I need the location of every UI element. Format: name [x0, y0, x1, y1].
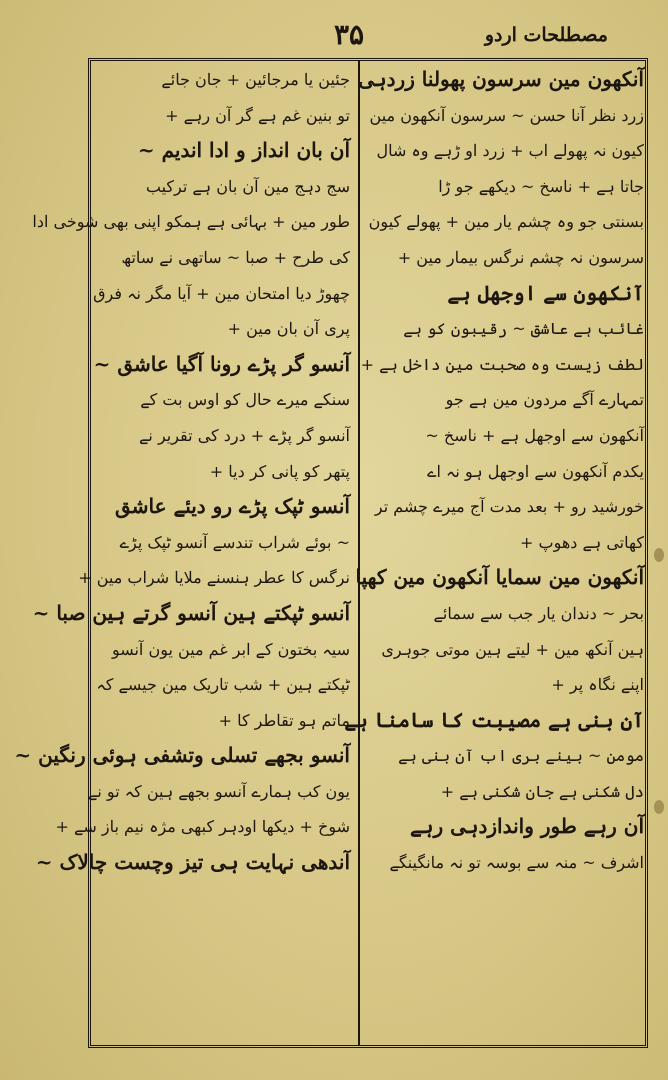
right-column-text-line: کھاتی ہے دھوپ +	[520, 532, 644, 552]
running-head	[90, 18, 608, 54]
left-column-text-line: کی طرح + صبا ~ ساتھی نے ساتھ	[121, 247, 350, 267]
right-column-text-line: یکدم آنکھون سے اوجھل ہو نہ اے	[427, 461, 644, 481]
right-column-text-line: غائب ہے عاشق ~ رقیبون کو ہے	[403, 319, 644, 339]
right-column-text-line: بحر ~ دندان یار جب سے سمائے	[433, 603, 644, 623]
left-column-text-line: طور مین + بہائی ہے ہمکو اپنی بھی شوخی ادا	[32, 212, 350, 232]
left-column-text-line: یون کب ہمارے آنسو بجھے ہین کہ تو نے	[88, 781, 350, 801]
left-column-text-line: جئین یا مرجائین + جان جائے	[161, 70, 350, 89]
left-column-entry-heading: آن بان انداز و ادا اندیم ~	[137, 138, 350, 163]
left-column-text-line: سنکے میرے حال کو اوس بت کے	[140, 390, 350, 410]
left-column-text-line: ماتم ہو تقاطر کا +	[218, 710, 350, 730]
left-column-entry-heading: آنسو گر پڑے رونا آگیا عاشق ~	[93, 351, 350, 376]
running-title: مصطلحات اردو	[484, 24, 608, 46]
left-column-text-line: شوخ + دیکھا اودہر کبھی مژہ نیم باز سے +	[55, 817, 350, 837]
left-column-text-line: آنسو گر پڑے + درد کی تقریر نے	[139, 425, 350, 445]
right-column-text-line: سرسون نہ چشم نرگس بیمار مین +	[397, 247, 644, 267]
left-column-text-line: سج دہج مین آن بان ہے ترکیب	[145, 176, 350, 196]
left-column	[14, 62, 350, 1044]
right-column-text-line: آنکھون سے اوجھل ہے + ناسخ ~	[425, 425, 644, 445]
right-column-text-line: اپنے نگاہ پر +	[551, 675, 644, 695]
page-number: ۳۵	[333, 18, 365, 51]
right-column-text-line: خورشید رو + بعد مدت آج میرے چشم تر	[374, 497, 644, 517]
column-divider	[358, 60, 360, 1046]
left-column-text-line: پری آن بان مین +	[227, 319, 350, 339]
right-column-text-line: بسنتی جو وہ چشم یار مین + پھولے کیون	[368, 212, 644, 232]
binding-mark	[654, 800, 664, 814]
left-column-entry-heading: آنسو ٹپکتے ہین آنسو گرتے ہین صبا ~	[32, 600, 350, 625]
right-column	[344, 62, 644, 1044]
left-column-text-line: سیہ بختون کے ابر غم مین یون آنسو	[111, 639, 350, 659]
left-column-text-line: چھوڑ دیا امتحان مین + آیا مگر نہ فرق	[93, 283, 350, 303]
right-column-text-line: لطف زیست وہ صحبت مین داخل ہے +	[360, 354, 644, 374]
left-column-text-line: پتھر کو پانی کر دیا +	[209, 461, 350, 481]
right-column-entry-heading: آنکھون سے اوجھل ہے	[447, 280, 644, 305]
right-column-text-line: مومن ~ بینے بری اب آن بنی ہے	[398, 746, 644, 766]
right-column-entry-heading: آنکھون مین سمایا آنکھون مین کھپا	[355, 565, 644, 590]
right-column-text-line: کیون نہ پھولے اب + زرد او ڑہے وہ شال	[376, 141, 644, 161]
binding-mark	[654, 548, 664, 562]
right-column-text-line: اشرف ~ منہ سے بوسہ تو نہ مانگینگے	[389, 853, 644, 873]
right-column-text-line: ہین آنکھ مین + لیتے ہین موتی جوہری	[381, 639, 644, 659]
left-column-text-line: نرگس کا عطر ہنسنے ملایا شراب مین +	[78, 568, 350, 588]
right-column-entry-heading: آنکھون مین سرسون پھولنا زردہی	[358, 67, 644, 91]
right-column-text-line: زرد نظر آنا حسن ~ سرسون آنکھون مین	[369, 105, 644, 125]
left-column-entry-heading: آندھی نہایت ہی تیز وچست چالاک ~	[35, 850, 350, 875]
left-column-entry-heading: آنسو ٹپک پڑے رو دیئے عاشق	[115, 494, 350, 519]
right-column-entry-heading: آن بنی ہے مصیبت کا سامنا ہے	[344, 707, 644, 732]
left-column-text-line: ٹپکتے ہین + شب تاریک مین جیسے کہ	[96, 675, 350, 695]
right-column-entry-heading: آن رہے طور واندازدہی رہے	[410, 814, 644, 839]
right-column-text-line: تمہارے آگے مردون مین ہے جو	[445, 390, 644, 410]
left-column-text-line: ~ بوئے شراب تندسے آنسو ٹپک پڑے	[119, 532, 350, 552]
left-column-text-line: تو بنین غم ہے گر آن رہے +	[165, 105, 350, 125]
right-column-text-line: دل شکنی ہے جان شکنی ہے +	[440, 781, 644, 801]
right-column-text-line: جاتا ہے + ناسخ ~ دیکھے جو ڑا	[438, 176, 644, 196]
left-column-entry-heading: آنسو بجھے تسلی وتشفی ہوئی رنگین ~	[14, 743, 350, 768]
